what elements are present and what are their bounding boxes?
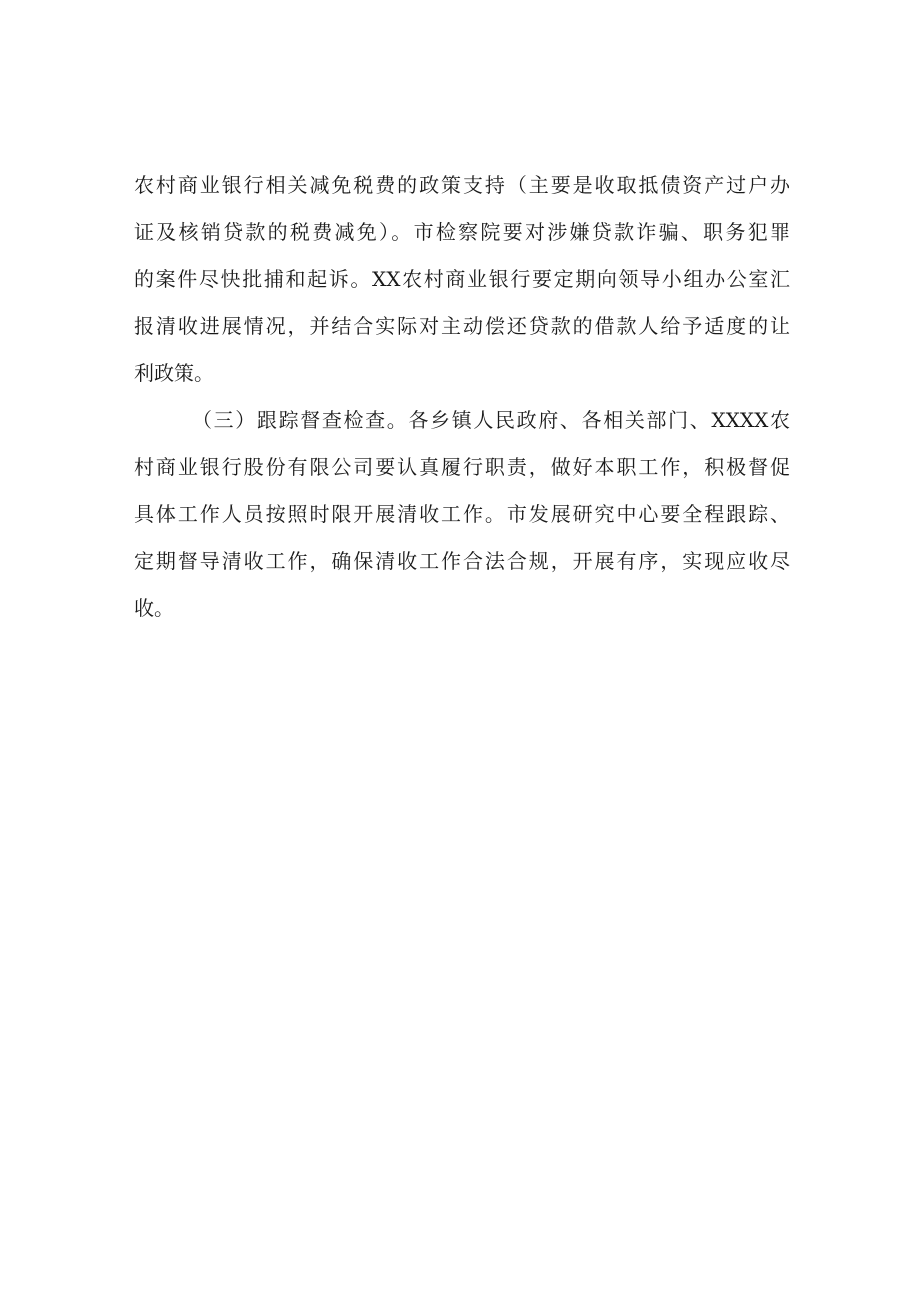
text-line: （三）跟踪督查检查。各乡镇人民政府、各相关部门、XXXX农 <box>192 408 790 432</box>
text-line: 证及核销贷款的税费减免）。市检察院要对涉嫌贷款诈骗、职务犯罪 <box>134 220 790 244</box>
text-line: 收。 <box>134 596 174 620</box>
paragraph-2 <box>134 397 790 632</box>
text-line: 具体工作人员按照时限开展清收工作。市发展研究中心要全程跟踪、 <box>134 502 790 526</box>
paragraph-1 <box>134 162 790 397</box>
text-line: 的案件尽快批捕和起诉。XX农村商业银行要定期向领导小组办公室汇 <box>134 267 790 291</box>
text-line: 定期督导清收工作，确保清收工作合法合规，开展有序，实现应收尽 <box>134 549 790 573</box>
document-body <box>134 162 790 632</box>
text-line: 农村商业银行相关减免税费的政策支持（主要是收取抵债资产过户办 <box>134 173 790 197</box>
text-line: 村商业银行股份有限公司要认真履行职责，做好本职工作，积极督促 <box>134 455 790 479</box>
text-line: 利政策。 <box>134 361 214 385</box>
text-line: 报清收进展情况，并结合实际对主动偿还贷款的借款人给予适度的让 <box>134 314 790 338</box>
